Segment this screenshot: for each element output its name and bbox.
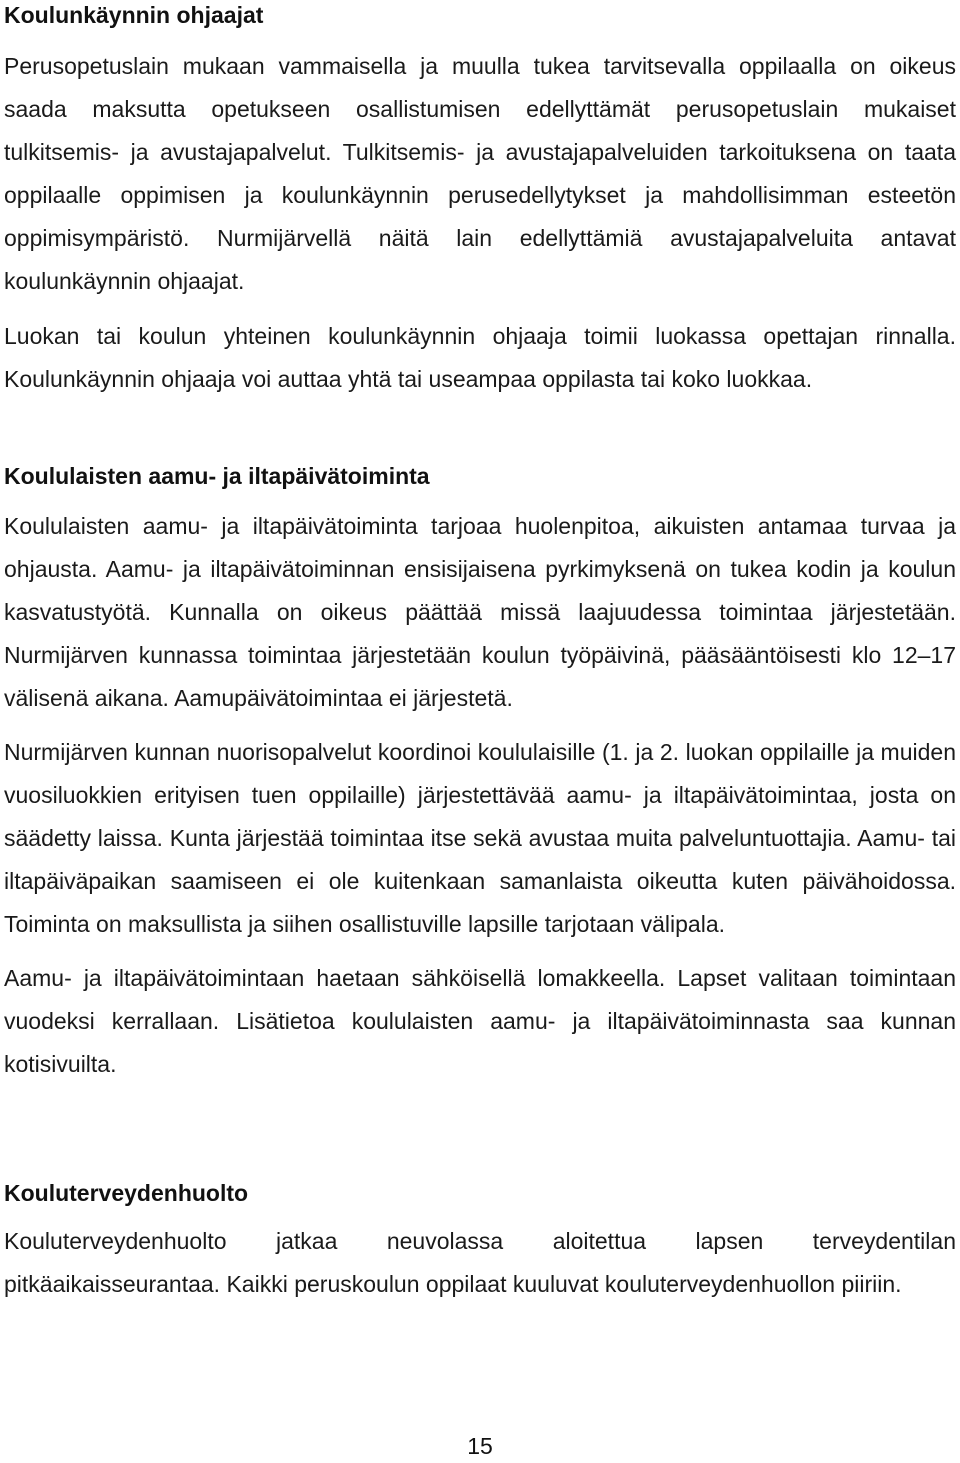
paragraph: Koululaisten aamu- ja iltapäivätoiminta tarjoaa huolenpitoa, aikuisten antamaa turvaa ja ohjausta. Aamu- ja iltapäivätoiminnan ensisijaisena pyrkimyksenä on tukea kodin ja koulun kasvatustyötä. Kunnalla on oikeus päättää missä laajuudessa toimintaa järjestetään. Nurmijärven kunnassa toimintaa järjestetään koulun työpäivinä, pääsääntöisesti klo 12–17 välisenä aikana. Aamupäivätoimintaa ei järjestetä. bbox=[4, 513, 956, 711]
section-aamu-ja-iltapaivatoiminta bbox=[4, 461, 956, 1086]
paragraph: Aamu- ja iltapäivätoimintaan haetaan sähköisellä lomakkeella. Lapset valitaan toimintaan vuodeksi kerrallaan. Lisätietoa koululaisten aamu- ja iltapäivätoiminnasta saa kunnan kotisivuilta. bbox=[4, 965, 956, 1077]
section-heading: Koululaisten aamu- ja iltapäivätoiminta bbox=[4, 463, 430, 489]
section-kouluterveydenhuolto bbox=[4, 1178, 956, 1306]
paragraph: Nurmijärven kunnan nuorisopalvelut koordinoi koululaisille (1. ja 2. luokan oppilaille ja muiden vuosiluokkien erityisen tuen oppilaille) järjestettävää aamu- ja iltapäivätoimintaa, josta on säädetty laissa. Kunta järjestää toimintaa itse sekä avustaa muita palveluntuottajia. Aamu- tai iltapäiväpaikan saamiseen ei ole kuitenkaan samanlaista oikeutta kuten päivähoidossa. Toiminta on maksullista ja siihen osallistuville lapsille tarjotaan välipala. bbox=[4, 739, 956, 937]
section-heading: Kouluterveydenhuolto bbox=[4, 1180, 249, 1206]
paragraph: Kouluterveydenhuolto jatkaa neuvolassa aloitettua lapsen terveydentilan pitkäaikaisseurantaa. Kaikki peruskoulun oppilaat kuuluvat kouluterveydenhuollon piiriin. bbox=[4, 1228, 956, 1297]
page-number: 15 bbox=[467, 1433, 493, 1459]
section-heading: Koulunkäynnin ohjaajat bbox=[4, 2, 264, 28]
section-koulunkaynnin-ohjaajat bbox=[4, 0, 956, 401]
paragraph: Perusopetuslain mukaan vammaisella ja muulla tukea tarvitsevalla oppilaalla on oikeus saada maksutta opetukseen osallistumisen edellyttämät perusopetuslain mukaiset tulkitsemis- ja avustajapalvelut. Tulkitsemis- ja avustajapalveluiden tarkoituksena on taata oppilaalle oppimisen ja koulunkäynnin perusedellytykset ja mahdollisimman esteetön oppimisympäristö. Nurmijärvellä näitä lain edellyttämiä avustajapalveluita antavat koulunkäynnin ohjaajat. bbox=[4, 53, 956, 294]
paragraph: Luokan tai koulun yhteinen koulunkäynnin ohjaaja toimii luokassa opettajan rinnalla. Koulunkäynnin ohjaaja voi auttaa yhtä tai useampaa oppilasta tai koko luokkaa. bbox=[4, 323, 956, 392]
